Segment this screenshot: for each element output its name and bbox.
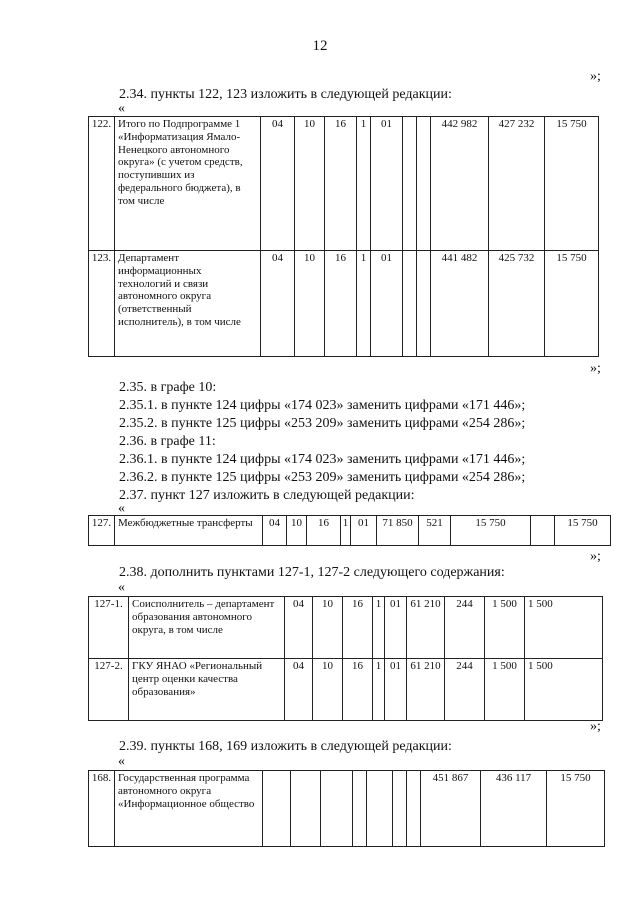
line-2-35: 2.35. в графе 10: [119, 380, 217, 395]
cell-col11: 436 117 [481, 771, 547, 847]
cell-col9: 244 [445, 597, 485, 659]
cell-col7: 01 [371, 117, 403, 251]
cell-col12: 15 750 [555, 516, 611, 546]
cell-col7: 01 [351, 516, 377, 546]
cell-col6: 1 [357, 117, 371, 251]
cell-col8 [403, 117, 417, 251]
cell-col11: 1 500 [525, 597, 603, 659]
table-row [89, 597, 603, 659]
cell-col11 [531, 516, 555, 546]
line-2-36-1: 2.36.1. в пункте 124 цифры «174 023» заменить цифрами «171 446»; [119, 452, 526, 467]
cell-col3: 04 [263, 516, 287, 546]
open-quote: « [118, 754, 125, 769]
row-name: Соисполнитель – департамент образования автономного округа, в том числе [129, 597, 285, 659]
cell-col12: 15 750 [545, 117, 599, 251]
section-2-34: 2.34. пункты 122, 123 изложить в следующей редакции: [119, 87, 452, 102]
cell-col5: 16 [343, 597, 373, 659]
row-number: 123. [89, 251, 115, 357]
cell-col12: 15 750 [547, 771, 605, 847]
cell-col10: 15 750 [451, 516, 531, 546]
cell-col9 [407, 771, 421, 847]
cell-col8: 61 210 [407, 659, 445, 721]
cell-col4 [291, 771, 321, 847]
line-2-37: 2.37. пункт 127 изложить в следующей редакции: [119, 488, 415, 503]
cell-col5: 16 [325, 251, 357, 357]
cell-col4: 10 [295, 117, 325, 251]
table-item-127 [88, 515, 611, 546]
cell-col11: 425 732 [489, 251, 545, 357]
cell-col6: 1 [341, 516, 351, 546]
row-name: Государственная программа автономного округа «Информационное общество [115, 771, 263, 847]
cell-col4: 10 [287, 516, 307, 546]
cell-col5: 16 [343, 659, 373, 721]
close-quote: »; [590, 719, 601, 734]
cell-col9: 244 [445, 659, 485, 721]
table-row [89, 117, 599, 251]
table-row [89, 516, 611, 546]
table-items-122-123 [88, 116, 599, 357]
cell-col5 [321, 771, 353, 847]
cell-col6: 1 [373, 659, 385, 721]
cell-col7 [367, 771, 393, 847]
cell-col4: 10 [313, 659, 343, 721]
row-number: 127-2. [89, 659, 129, 721]
cell-col6 [353, 771, 367, 847]
cell-col11: 1 500 [525, 659, 603, 721]
cell-col8: 71 850 [377, 516, 419, 546]
row-name: ГКУ ЯНАО «Региональный центр оценки качества образования» [129, 659, 285, 721]
cell-col3: 04 [285, 659, 313, 721]
cell-col9: 521 [419, 516, 451, 546]
page-number: 12 [312, 38, 328, 54]
cell-col8 [393, 771, 407, 847]
cell-col12: 15 750 [545, 251, 599, 357]
row-name: Итого по Подпрограмме 1 «Информатизация Ямало-Ненецкого автономного округа» (с учетом средств, поступивших из федерального бюджета), в том числе [115, 117, 261, 251]
table-items-127-1-127-2 [88, 596, 603, 721]
row-number: 122. [89, 117, 115, 251]
cell-col10: 1 500 [485, 659, 525, 721]
cell-col10: 451 867 [421, 771, 481, 847]
section-2-39: 2.39. пункты 168, 169 изложить в следующей редакции: [119, 739, 452, 754]
cell-col9 [417, 117, 431, 251]
section-2-38: 2.38. дополнить пунктами 127-1, 127-2 следующего содержания: [119, 565, 505, 580]
row-number: 127-1. [89, 597, 129, 659]
cell-col3: 04 [261, 117, 295, 251]
open-quote: « [118, 501, 125, 516]
open-quote: « [118, 101, 125, 116]
cell-col8: 61 210 [407, 597, 445, 659]
cell-col10: 442 982 [431, 117, 489, 251]
cell-col5: 16 [307, 516, 341, 546]
cell-col6: 1 [373, 597, 385, 659]
cell-col7: 01 [371, 251, 403, 357]
line-2-36: 2.36. в графе 11: [119, 434, 216, 449]
close-quote: »; [590, 361, 601, 376]
cell-col7: 01 [385, 597, 407, 659]
cell-col11: 427 232 [489, 117, 545, 251]
open-quote: « [118, 580, 125, 595]
line-2-36-2: 2.36.2. в пункте 125 цифры «253 209» заменить цифрами «254 286»; [119, 470, 526, 485]
cell-col3: 04 [261, 251, 295, 357]
table-row [89, 771, 605, 847]
close-quote: »; [590, 69, 601, 84]
row-number: 127. [89, 516, 115, 546]
cell-col8 [403, 251, 417, 357]
row-name: Департамент информационных технологий и связи автономного округа (ответственный исполнитель), в том числе [115, 251, 261, 357]
cell-col3: 04 [285, 597, 313, 659]
cell-col7: 01 [385, 659, 407, 721]
cell-col10: 441 482 [431, 251, 489, 357]
table-item-168 [88, 770, 605, 847]
cell-col10: 1 500 [485, 597, 525, 659]
cell-col5: 16 [325, 117, 357, 251]
cell-col4: 10 [295, 251, 325, 357]
close-quote: »; [590, 549, 601, 564]
cell-col6: 1 [357, 251, 371, 357]
cell-col9 [417, 251, 431, 357]
cell-col3 [263, 771, 291, 847]
cell-col4: 10 [313, 597, 343, 659]
table-row [89, 251, 599, 357]
line-2-35-1: 2.35.1. в пункте 124 цифры «174 023» заменить цифрами «171 446»; [119, 398, 526, 413]
row-name: Межбюджетные трансферты [115, 516, 263, 546]
row-number: 168. [89, 771, 115, 847]
table-row [89, 659, 603, 721]
line-2-35-2: 2.35.2. в пункте 125 цифры «253 209» заменить цифрами «254 286»; [119, 416, 526, 431]
